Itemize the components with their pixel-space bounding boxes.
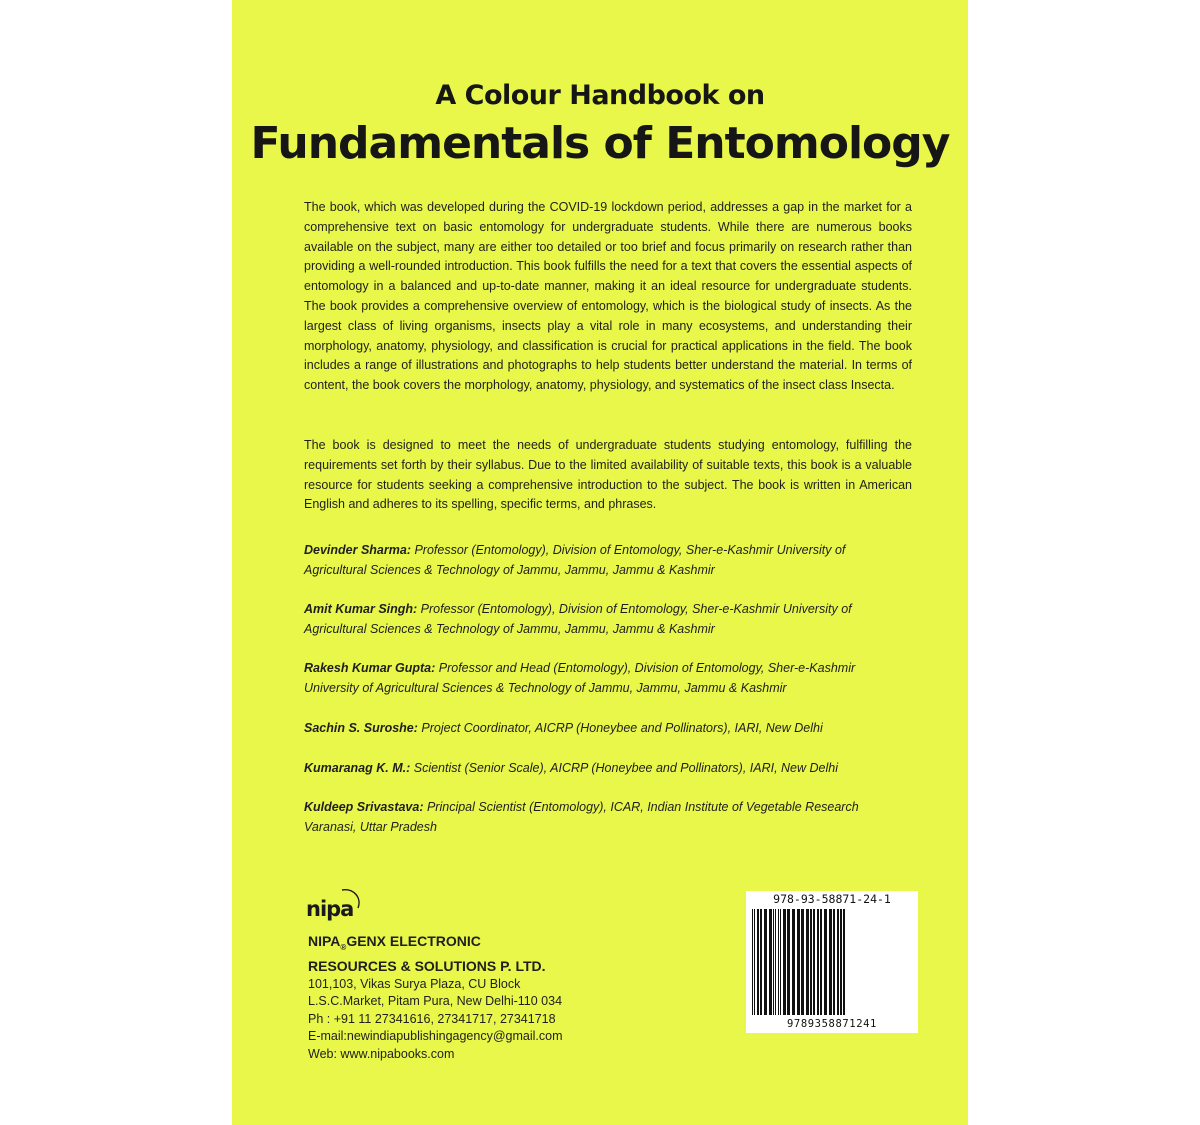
barcode-bar	[806, 909, 809, 1015]
barcode-bar	[810, 909, 812, 1015]
author-affiliation: Professor (Entomology), Division of Entomology, Sher-e-Kashmir University of Agricultural Sciences & Technology of Jammu, Jammu, Jammu & Kashmir	[304, 602, 852, 636]
barcode-bar	[843, 909, 845, 1015]
logo-text: nipa	[306, 897, 354, 921]
description-paragraph-2: The book is designed to meet the needs of undergraduate students studying entomology, fulfilling the requirements set forth by their syllabus. Due to the limited availability of suitable texts, this book is a valuable resource for students seeking a comprehensive introduction to the subject. The book is written in American English and adheres to its spelling, specific terms, and phrases.	[304, 438, 912, 512]
isbn-barcode	[746, 891, 918, 1033]
barcode-bar	[764, 909, 767, 1015]
author-name: Amit Kumar Singh:	[304, 602, 418, 616]
author-affiliation: Professor (Entomology), Division of Entomology, Sher-e-Kashmir University of Agricultural Sciences & Technology of Jammu, Jammu, Jammu & Kashmir	[304, 543, 846, 577]
book-back-cover	[232, 0, 968, 1125]
barcode-bar	[783, 909, 786, 1015]
publisher-name-line2: RESOURCES & SOLUTIONS P. LTD.	[308, 957, 546, 974]
barcode-bar	[773, 909, 774, 1015]
barcode-bar	[797, 909, 800, 1015]
barcode-bar	[760, 909, 762, 1015]
publisher-block	[308, 932, 562, 1063]
author-entry	[304, 758, 904, 778]
description-paragraph-1: The book, which was developed during the COVID-19 lockdown period, addresses a gap in the market for a comprehensive text on basic entomology for undergraduate students. While there are numerous books available on the subject, many are either too detailed or too brief and focus primarily on research rather than providing a well-rounded introduction. This book fulfills the need for a text that covers the essential aspects of entomology in a balanced and up-to-date manner, making it an ideal resource for undergraduate students. The book provides a comprehensive overview of entomology, which is the biological study of insects. As the largest class of living organisms, insects play a vital role in many ecosystems, and understanding their morphology, anatomy, physiology, and classification is crucial for practical applications in the field. The book includes a range of illustrations and photographs to help students better understand the material. In terms of content, the book covers the morphology, anatomy, physiology, and systematics of the insect class Insecta.	[304, 200, 912, 393]
author-affiliation: Project Coordinator, AICRP (Honeybee and Pollinators), IARI, New Delhi	[417, 721, 823, 735]
barcode-bar	[752, 909, 753, 1015]
author-affiliation: Professor and Head (Entomology), Division of Entomology, Sher-e-Kashmir University of Agricultural Sciences & Technology of Jammu, Jammu, Jammu & Kashmir	[304, 661, 856, 695]
barcode-bar	[780, 909, 781, 1015]
barcode-bar	[757, 909, 759, 1015]
nipa-logo	[304, 886, 364, 926]
author-entry	[304, 658, 904, 698]
publisher-address-line2: L.S.C.Market, Pitam Pura, New Delhi-110 034	[308, 994, 563, 1009]
publisher-email: E-mail:newindiapublishingagency@gmail.com	[308, 1029, 563, 1044]
barcode-bar	[820, 909, 822, 1015]
barcode-bar	[829, 909, 832, 1015]
author-entry	[304, 718, 904, 738]
author-name: Kumaranag K. M.:	[304, 761, 411, 775]
book-title: Fundamentals of Entomology	[250, 118, 950, 169]
barcode-bar	[801, 909, 804, 1015]
barcode-bar	[817, 909, 819, 1015]
author-name: Devinder Sharma:	[304, 543, 411, 557]
book-subtitle: A Colour Handbook on	[435, 80, 765, 111]
author-name: Kuldeep Srivastava:	[304, 800, 424, 814]
publisher-name: $NIPA_®GENX$ ELECTRONIC	[308, 933, 481, 952]
barcode-digits: 9789358871241	[787, 1018, 877, 1030]
barcode-bars	[750, 909, 914, 1017]
barcode-bar	[840, 909, 842, 1015]
author-affiliation: Scientist (Senior Scale), AICRP (Honeybee and Pollinators), IARI, New Delhi	[410, 761, 838, 775]
author-entry	[304, 599, 904, 639]
barcode-bar	[775, 909, 776, 1015]
barcode-bar	[778, 909, 779, 1015]
barcode-bar	[824, 909, 827, 1015]
isbn-number: 978-93-58871-24-1	[773, 892, 891, 906]
publisher-web: Web: www.nipabooks.com	[308, 1046, 455, 1061]
barcode-bar	[769, 909, 772, 1015]
barcode-bar	[754, 909, 755, 1015]
publisher-phone: Ph : +91 11 27341616, 27341717, 27341718	[308, 1011, 556, 1026]
publisher-address-line1: 101,103, Vikas Surya Plaza, CU Block	[308, 976, 521, 991]
author-entry	[304, 540, 904, 580]
author-affiliation: Principal Scientist (Entomology), ICAR, Indian Institute of Vegetable Research Varanasi, Uttar Pradesh	[304, 800, 859, 834]
barcode-bar	[833, 909, 835, 1015]
barcode-bar	[837, 909, 839, 1015]
barcode-bar	[792, 909, 795, 1015]
barcode-bar	[813, 909, 815, 1015]
author-name: Rakesh Kumar Gupta:	[304, 661, 436, 675]
barcode-bar	[787, 909, 790, 1015]
author-name: Sachin S. Suroshe:	[304, 721, 418, 735]
author-entry	[304, 797, 904, 837]
